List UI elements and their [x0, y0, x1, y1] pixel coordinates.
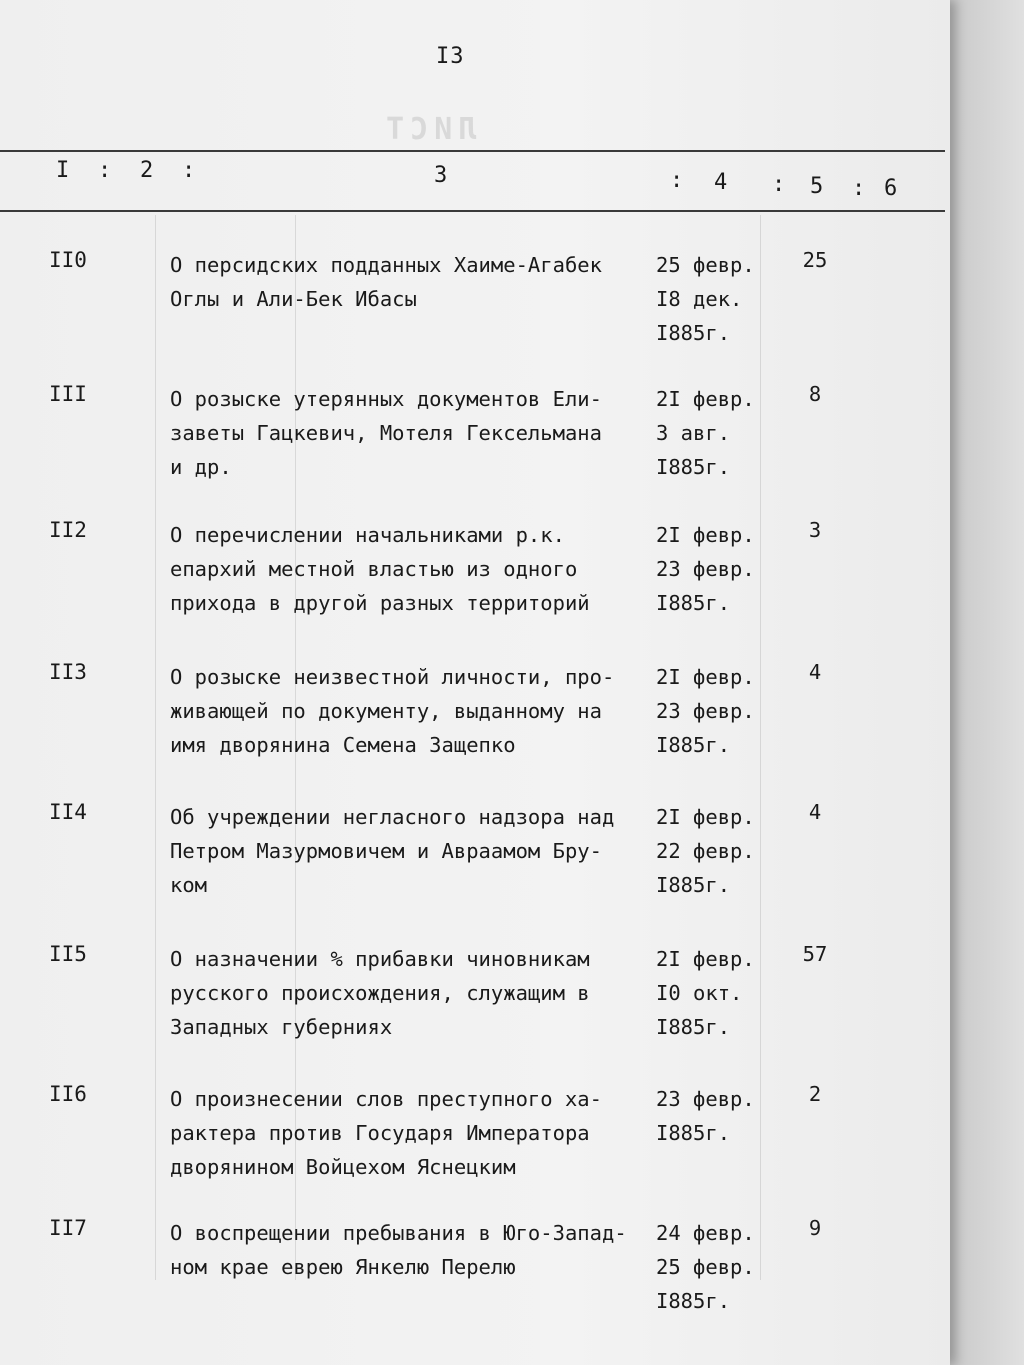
- entry-title: О розыске неизвестной личности, про- живающей по документу, выданному на имя дворянина Семена Защепко: [170, 665, 615, 757]
- entry-sheet-count: 8: [808, 382, 822, 406]
- entry-number: II7: [49, 1216, 87, 1240]
- entry-sheet-count: 4: [808, 660, 822, 684]
- column-separator: :: [852, 176, 866, 201]
- entry-dates: 25 февр. I8 дек. I885г.: [656, 253, 755, 345]
- column-number-4: 4: [714, 170, 728, 195]
- page-number: I3: [436, 44, 465, 69]
- column-separator: :: [98, 158, 112, 183]
- background-surface: [950, 0, 1024, 1365]
- entry-title: О розыске утерянных документов Ели- заветы Гацкевич, Мотеля Гексельмана и др.: [170, 387, 602, 479]
- entry-sheet-count: 4: [808, 800, 822, 824]
- entry-title: О назначении % прибавки чиновникам русского происхождения, служащим в Западных губерниях: [170, 947, 590, 1039]
- entry-sheet-count: 57: [802, 942, 828, 966]
- entry-title: О персидских подданных Хаиме-Агабек Оглы и Али-Бек Ибасы: [170, 253, 602, 311]
- column-separator: :: [182, 158, 196, 183]
- entry-dates: 2I февр. 23 февр. I885г.: [656, 523, 755, 615]
- bleed-through-heading: ЛИСТ: [380, 112, 477, 147]
- column-separator: :: [670, 168, 684, 193]
- entry-dates: 23 февр. I885г.: [656, 1087, 755, 1145]
- entry-title: Об учреждении негласного надзора над Петром Мазурмовичем и Авраамом Бру- ком: [170, 805, 615, 897]
- entry-dates: 24 февр. 25 февр. I885г.: [656, 1221, 755, 1313]
- header-rule-top: [0, 150, 945, 152]
- entry-number: II0: [49, 248, 87, 272]
- entry-dates: 2I февр. 3 авг. I885г.: [656, 387, 755, 479]
- entry-sheet-count: 3: [808, 518, 822, 542]
- column-number-6: 6: [884, 176, 898, 201]
- column-number-1: I: [56, 158, 70, 183]
- column-number-3: 3: [434, 163, 448, 188]
- entry-title: О перечислении начальниками р.к. епархий местной властью из одного прихода в другой разных территорий: [170, 523, 590, 615]
- column-separator: :: [772, 172, 786, 197]
- entry-sheet-count: 9: [808, 1216, 822, 1240]
- entry-sheet-count: 2: [808, 1082, 822, 1106]
- entry-number: II5: [49, 942, 87, 966]
- entry-sheet-count: 25: [802, 248, 828, 272]
- entry-dates: 2I февр. I0 окт. I885г.: [656, 947, 755, 1039]
- column-number-5: 5: [810, 174, 824, 199]
- entry-number: II3: [49, 660, 87, 684]
- entry-dates: 2I февр. 23 февр. I885г.: [656, 665, 755, 757]
- entry-number: II4: [49, 800, 87, 824]
- column-guide: [155, 215, 156, 1280]
- entry-title: О воспрещении пребывания в Юго-Запад- ном крае еврею Янкелю Перелю: [170, 1221, 627, 1279]
- entry-title: О произнесении слов преступного ха- рактера против Государя Императора дворянином Войцехом Яснецким: [170, 1087, 602, 1179]
- entry-number: III: [49, 382, 87, 406]
- entry-number: II6: [49, 1082, 87, 1106]
- header-rule-bottom: [0, 210, 945, 212]
- entry-number: II2: [49, 518, 87, 542]
- entry-dates: 2I февр. 22 февр. I885г.: [656, 805, 755, 897]
- column-number-2: 2: [140, 158, 154, 183]
